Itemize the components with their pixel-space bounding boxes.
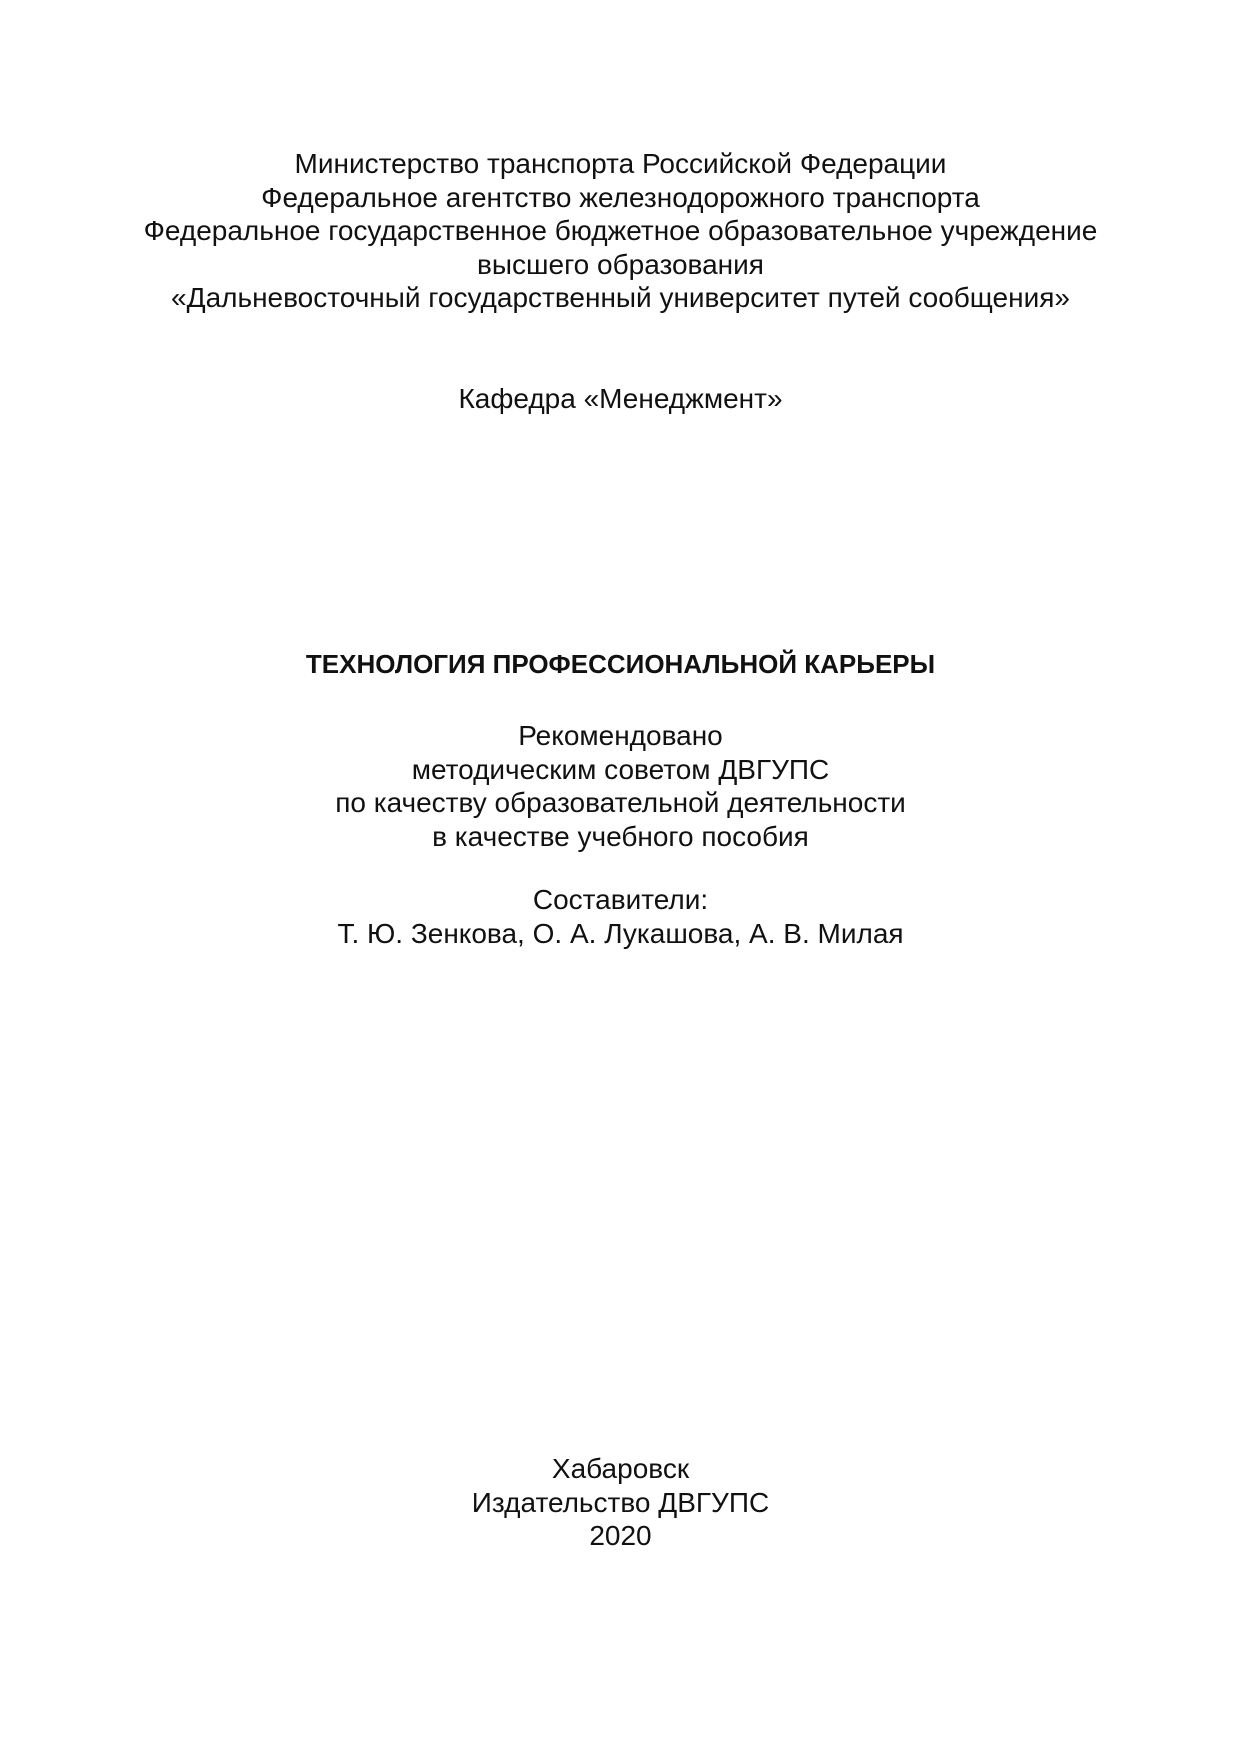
imprint-year: 2020 xyxy=(589,1520,652,1551)
imprint xyxy=(0,1452,1241,1553)
department-name: Кафедра «Менеджмент» xyxy=(458,383,783,414)
agency-line: Федеральное агентство железнодорожного транспорта xyxy=(261,181,980,213)
recommendation-line-3: по качеству образовательной деятельности xyxy=(335,787,906,818)
recommendation xyxy=(0,719,1241,853)
recommendation-line-1: Рекомендовано xyxy=(518,720,723,751)
compilers xyxy=(0,883,1241,950)
title-text: ТЕХНОЛОГИЯ ПРОФЕССИОНАЛЬНОЙ КАРЬЕРЫ xyxy=(305,649,936,679)
compilers-label: Составители: xyxy=(532,884,709,915)
department xyxy=(0,382,1241,416)
recommendation-line-2: методическим советом ДВГУПС xyxy=(411,753,830,785)
ministry-line: Министерство транспорта Российской Федерации xyxy=(294,148,947,179)
institution-header xyxy=(0,147,1241,315)
institution-type-line: Федеральное государственное бюджетное образовательное учреждение xyxy=(143,215,1098,246)
document-title xyxy=(0,648,1241,681)
compilers-names: Т. Ю. Зенкова, О. А. Лукашова, А. В. Милая xyxy=(337,917,904,949)
education-level-line: высшего образования xyxy=(477,248,764,280)
imprint-city: Хабаровск xyxy=(551,1453,690,1484)
university-name-line: «Дальневосточный государственный университет путей сообщения» xyxy=(171,282,1070,313)
imprint-publisher: Издательство ДВГУПС xyxy=(471,1486,770,1518)
recommendation-line-4: в качестве учебного пособия xyxy=(432,820,809,852)
